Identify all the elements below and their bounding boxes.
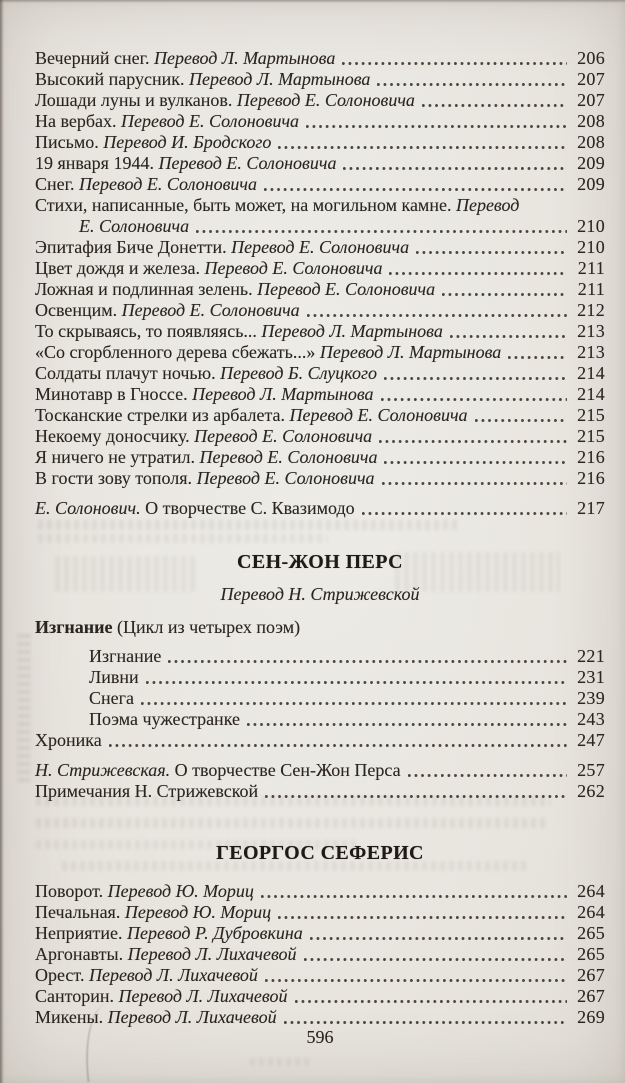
folio [35,1027,605,1048]
page-ref: 214 [577,384,605,404]
entry-title [35,258,382,279]
entry-segment-roman: Печальная. [35,902,121,922]
toc-entry [35,90,605,111]
toc-subentry [35,667,605,688]
page-ref: 243 [577,709,605,729]
entry-title [35,405,468,426]
toc-entry [35,174,605,195]
entry-title [35,90,415,111]
entry-segment-bold: Изгнание [35,617,113,637]
entry-title [35,730,102,751]
toc-entry [35,363,605,384]
entry-segment-roman: Освенцим. [35,300,118,320]
toc-entry [35,300,605,321]
entry-segment-roman: Снег. [35,174,75,194]
entry-segment-italic: Перевод Л. Лихачевой [103,1007,277,1027]
page-ref: 257 [577,760,605,780]
entry-segment-roman: Некоему доносчику. [35,426,190,446]
entry-segment-italic: Перевод Л. Мартынова [149,48,336,68]
entry-segment-roman: Стихи, написанные, быть может, на могильном камне. [35,195,452,215]
dot-leader [384,376,567,381]
toc-entry [35,498,605,519]
toc-entry [35,447,605,468]
dot-leader [168,659,567,664]
toc-entry [35,384,605,405]
entry-segment-roman: Снега [89,688,134,708]
entry-segment-roman: О творчестве Сен-Жон Перса [170,760,401,780]
entry-title [89,688,134,709]
entry-segment-italic: Перевод Е. Солоновича [117,300,300,320]
entry-segment-roman: Минотавр в Гноссе. [35,384,188,404]
entry-segment-roman: Вечерний снег. [35,48,150,68]
page-ref: 209 [577,153,605,173]
entry-title [35,986,288,1007]
entry-title [35,498,355,519]
toc-subentry [35,646,605,667]
dot-leader [377,82,567,87]
entry-segment-roman: Поворот. [35,881,104,901]
dot-leader [109,743,567,748]
cycle-label [35,617,605,638]
scan-edge-shadow-left [0,0,4,1083]
dot-leader [265,978,567,983]
dot-leader [362,511,567,516]
page-ref: 210 [577,216,605,236]
page-ref: 264 [577,881,605,901]
dot-leader [264,187,567,192]
page-ref: 262 [577,781,605,801]
entry-segment-italic: Н. Стрижевская. [35,760,171,780]
entry-title [35,965,258,986]
dot-leader [343,166,567,171]
entry-segment-italic: Перевод И. Бродского [98,132,272,152]
entry-title [35,384,374,405]
entry-title [35,781,258,802]
entry-segment-roman: Санторин. [35,986,115,1006]
toc-entry [35,923,605,944]
entry-segment-roman: Лошади луны и вулканов. [35,90,233,110]
entry-title [35,944,297,965]
section-translator-subheading: Перевод Н. Стрижевской [220,584,420,604]
entry-title [35,321,443,342]
toc-entry [35,132,605,153]
dot-leader [389,271,567,276]
entry-segment-roman: Тосканские стрелки из арбалета. [35,405,286,425]
toc-entry [35,69,605,90]
page-ref: 216 [577,447,605,467]
entry-segment-roman: В гости зову тополя. [35,468,193,488]
entry-segment-italic: Перевод Л. Лихачевой [114,986,288,1006]
page-ref: 269 [577,1007,605,1027]
page-ref: 217 [577,498,605,518]
entry-segment-roman: Эпитафия Биче Донетти. [35,237,227,257]
entry-segment-roman: О творчестве С. Квазимодо [140,498,355,518]
page-ref: 265 [577,944,605,964]
entry-segment-italic: Перевод Е. Солоновича [226,237,410,257]
entry-title [79,216,189,237]
entry-segment-italic: Перевод Л. Мартынова [187,384,374,404]
entry-segment-roman: Я ничего не утратил. [35,447,195,467]
entry-title [35,48,335,69]
page-ref: 231 [577,667,605,687]
toc-subentry [35,688,605,709]
dot-leader [284,1020,567,1025]
entry-title [35,69,370,90]
entry-segment-roman: Изгнание [89,646,162,666]
entry-segment-italic: Перевод Л. Мартынова [184,69,371,89]
toc-entry [35,944,605,965]
dot-leader [450,334,567,339]
page-ref: 208 [577,111,605,131]
entry-title [35,881,254,902]
dot-leader [379,439,567,444]
toc-entry-continuation [35,216,605,237]
entry-title [35,426,372,447]
entry-segment-roman: Неприятие. [35,923,123,943]
page-ref: 209 [577,174,605,194]
entry-title [35,760,401,781]
entry-segment-roman: Солдаты плачут ночью. [35,363,216,383]
entry-segment-roman: Письмо. [35,132,99,152]
toc-entry [35,965,605,986]
entry-segment-italic: Перевод Л. Лихачевой [84,965,258,985]
entry-segment-italic: Перевод Е. Солоновича [74,174,257,194]
entry-segment-roman: Цвет дождя и железа. [35,258,200,278]
entry-title [89,646,161,667]
dot-leader [408,773,567,778]
page-ref: 264 [577,902,605,922]
entry-segment-italic: Перевод Л. Мартынова [315,342,502,362]
toc-entry [35,111,605,132]
page-ref: 239 [577,688,605,708]
entry-segment-italic: Перевод Е. Солоновича [192,468,375,488]
toc-entry [35,760,605,781]
dot-leader [261,894,567,899]
dot-leader [382,481,567,486]
entry-segment-roman: Ложная и подлинная зелень. [35,279,253,299]
entry-title [35,153,336,174]
dot-leader [146,680,567,685]
toc-entry [35,881,605,902]
page-ref: 208 [577,132,605,152]
dot-leader [304,957,567,962]
page-ref: 247 [577,730,605,750]
entry-segment-italic: Перевод Б. Слуцкого [215,363,377,383]
dot-leader [278,915,567,920]
entry-title [35,923,303,944]
entry-segment-roman: Хроника [35,730,102,750]
toc-entry [35,468,605,489]
toc-entry [35,1007,605,1028]
page-ref: 265 [577,923,605,943]
entry-segment-italic: Перевод Е. Солоновича [199,258,383,278]
dot-leader [416,250,567,255]
page-ref: 210 [577,237,605,257]
dot-leader [307,313,567,318]
toc-entry [35,781,605,802]
dot-leader [265,794,567,799]
entry-segment-roman: Орест. [35,965,85,985]
dot-leader [475,418,567,423]
page-ref: 221 [577,646,605,666]
entry-title [35,468,375,489]
toc-entry [35,426,605,447]
entry-segment-roman: 19 января 1944. [35,153,154,173]
entry-title [35,342,501,363]
page-ref: 214 [577,363,605,383]
entry-segment-italic: Е. Солонович. [35,498,141,518]
dot-leader [442,292,567,297]
entry-title [35,1007,277,1028]
entry-title [35,363,377,384]
entry-title [35,237,409,258]
toc-entry [35,405,605,426]
dot-leader [508,355,567,360]
entry-title [35,279,435,300]
entry-title [89,667,139,688]
entry-segment-italic: Перевод Е. Солоновича [232,90,415,110]
entry-segment-italic: Перевод Е. Солоновича [153,153,337,173]
entry-segment-italic: Перевод Р. Дубровкина [122,923,303,943]
toc-entry [35,279,605,300]
entry-segment-italic: Перевод Л. Лихачевой [123,944,297,964]
page-ref: 215 [577,405,605,425]
page-ref: 207 [577,90,605,110]
toc-entry [35,986,605,1007]
toc-entry [35,48,605,69]
entry-title [35,300,300,321]
page-ref: 206 [577,48,605,68]
toc-entry [35,342,605,363]
page-ref: 215 [577,426,605,446]
entry-segment-italic: Перевод Ю. Мориц [120,902,272,922]
entry-segment-italic: Перевод Ю. Мориц [103,881,254,901]
bleedthrough-artifact [17,632,31,782]
dot-leader [196,229,567,234]
entry-segment-roman: Поэма чужестранке [89,709,240,729]
entry-title [35,617,300,638]
toc-entry [35,258,605,279]
toc-entry [35,321,605,342]
entry-segment-roman: На вербах. [35,111,117,131]
page-ref: 212 [577,300,605,320]
table-of-contents [35,48,605,1028]
toc-entry [35,195,605,216]
page-ref: 267 [577,986,605,1006]
toc-entry [35,153,605,174]
dot-leader [342,61,567,66]
entry-segment-roman: Аргонавты. [35,944,124,964]
entry-title [35,174,257,195]
dot-leader [381,397,567,402]
entry-segment-roman: То скрываясь, то появляясь... [35,321,257,341]
entry-segment-italic: Перевод Е. Солоновича [189,426,373,446]
page-number: 596 [306,1027,334,1047]
entry-segment-italic: Е. Солоновича [79,216,190,236]
entry-title [35,447,377,468]
dot-leader [310,936,567,941]
page-ref: 211 [577,258,605,278]
entry-title [35,195,519,216]
page-ref: 207 [577,69,605,89]
dot-leader [295,999,567,1004]
toc-entry [35,237,605,258]
entry-segment-roman: Микены. [35,1007,104,1027]
entry-segment-italic: Перевод Е. Солоновича [116,111,300,131]
entry-segment-roman: Ливни [89,667,139,687]
dot-leader [278,145,567,150]
entry-segment-roman: Примечания Н. Стрижевской [35,781,259,801]
section-heading: СЕН-ЖОН ПЕРС [237,551,403,573]
entry-title [89,709,240,730]
entry-title [35,132,271,153]
entry-segment-italic: Перевод Е. Солоновича [285,405,468,425]
entry-segment-italic: Перевод Е. Солоновича [252,279,436,299]
dot-leader [306,124,567,129]
entry-segment-roman: Высокий парусник. [35,69,185,89]
dot-leader [141,701,567,706]
bleedthrough-artifact [250,1058,310,1066]
entry-segment-italic: Перевод Л. Мартынова [256,321,443,341]
dot-leader [422,103,567,108]
scan-edge-shadow-top [0,0,625,3]
section-heading: ГЕОРГОС СЕФЕРИС [216,842,424,864]
page-ref: 267 [577,965,605,985]
entry-title [35,111,299,132]
page-ref: 216 [577,468,605,488]
page-ref: 211 [577,279,605,299]
page-ref: 213 [577,321,605,341]
entry-title [35,902,271,923]
dot-leader [384,460,567,465]
toc-subentry [35,709,605,730]
toc-entry [35,730,605,751]
toc-entry [35,902,605,923]
entry-segment-italic: Перевод Е. Солоновича [194,447,378,467]
page-ref: 213 [577,342,605,362]
entry-segment-roman: (Цикл из четырех поэм) [112,617,301,637]
dot-leader [247,722,567,727]
entry-segment-roman: «Со сгорбленного дерева сбежать...» [35,342,316,362]
entry-segment-italic: Перевод [451,195,520,215]
